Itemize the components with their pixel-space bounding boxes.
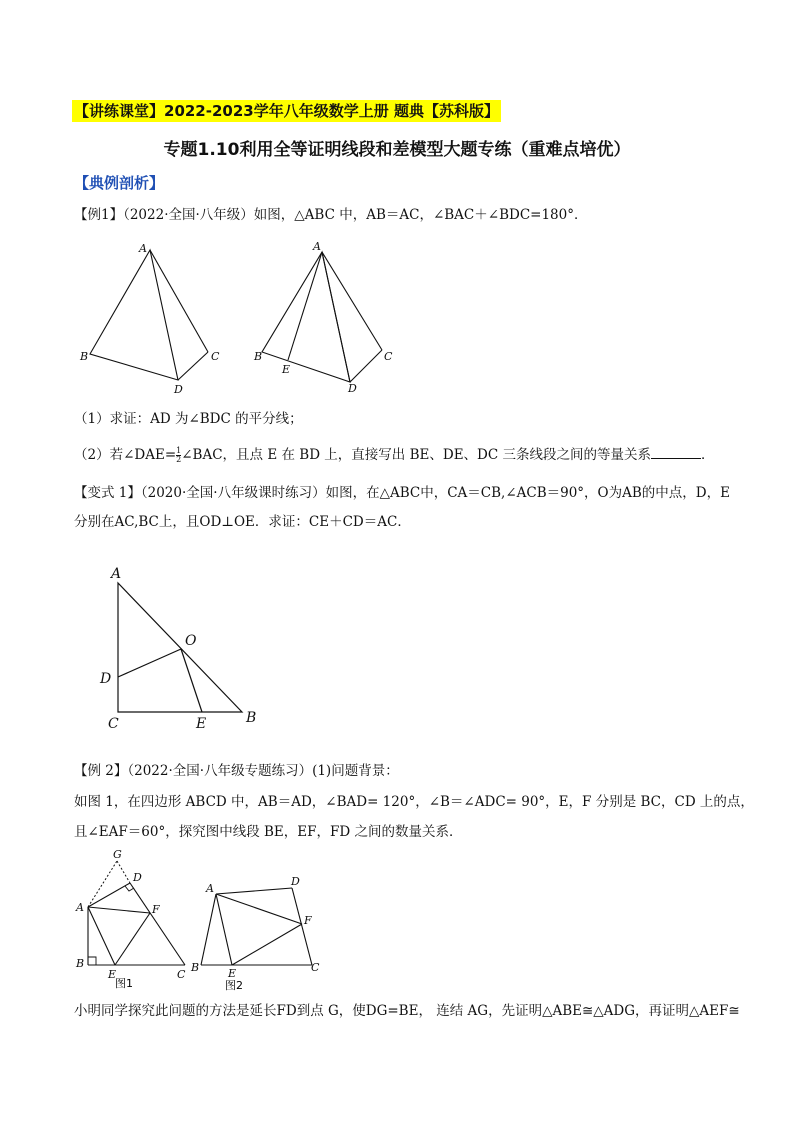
label-D: D [100,671,112,687]
label-A: A [76,901,84,914]
label-D: D [348,382,357,395]
document-header: 【讲练课堂】2022-2023学年八年级数学上册 题典【苏科版】 [74,102,499,120]
example2-intro: 【例 2】（2022·全国·八年级专题练习）(1)问题背景： [74,763,399,779]
label-A: A [313,240,321,253]
label-E: E [282,363,291,376]
label-O: O [185,633,197,649]
variant1-figure [95,563,270,733]
figure2-caption: 图2 [225,979,243,992]
label-A: A [206,882,214,895]
example1-question1: （1）求证：AD 为∠BDC 的平分线； [74,411,303,427]
label-E: E [108,968,117,981]
label-D: D [291,875,300,888]
label-C: C [384,350,393,363]
label-C: C [311,961,320,974]
label-B: B [80,350,89,363]
label-B: B [254,350,263,363]
example2-line2: 且∠EAF＝60°，探究图中线段 BE，EF，FD 之间的数量关系． [74,824,463,840]
example1-intro: 【例1】（2022·全国·八年级）如图，△ABC 中，AB＝AC，∠BAC＋∠BDC=180°． [74,207,588,223]
figure1-caption: 图1 [115,977,133,990]
label-E: E [196,716,207,732]
example2-line1: 如图 1，在四边形 ABCD 中，AB＝AD，∠BAD= 120°，∠B＝∠ADC= 90°，E，F 分别是 BC，CD 上的点， [74,794,754,810]
example1-question2: （2）若∠DAE= $\frac{1}{2}$ ∠BAC，且点 E 在 BD 上，直接写出 BE、DE、DC 三条线段之间的等量关系 ． [74,446,715,464]
label-D: D [174,383,183,396]
example2-figure1 [70,843,195,993]
section-label: 【典例剖析】 [74,174,165,192]
variant1-line1: 【变式 1】（2020·全国·八年级课时练习）如图，在△ABC中，CA＝CB,∠ACB＝90°，O为AB的中点，D，E [74,485,730,501]
label-E: E [228,967,237,980]
example2-figure2 [190,872,325,994]
label-F: F [304,914,312,927]
label-C: C [108,716,119,732]
label-D: D [133,871,142,884]
fraction-half: $\frac{1}{2}$ [176,446,182,464]
label-A: A [111,566,122,582]
label-B: B [76,957,85,970]
example1-figure-left [78,238,228,398]
label-F: F [152,903,160,916]
label-C: C [211,350,220,363]
label-B: B [191,961,200,974]
variant1-line2: 分别在AC,BC上，且OD⊥OE．求证：CE＋CD＝AC． [74,514,411,530]
label-A: A [139,242,147,255]
answer-blank [651,445,701,459]
label-C: C [177,968,186,981]
example1-figure-right [250,238,400,398]
example2-line3: 小明同学探究此问题的方法是延长FD到点 G，使DG=BE， 连结 AG，先证明△ABE≅△ADG，再证明△AEF≅ [74,1003,740,1019]
label-B: B [246,710,257,726]
page-title: 专题1.10利用全等证明线段和差模型大题专练（重难点培优） [163,140,631,160]
label-G: G [113,848,122,861]
